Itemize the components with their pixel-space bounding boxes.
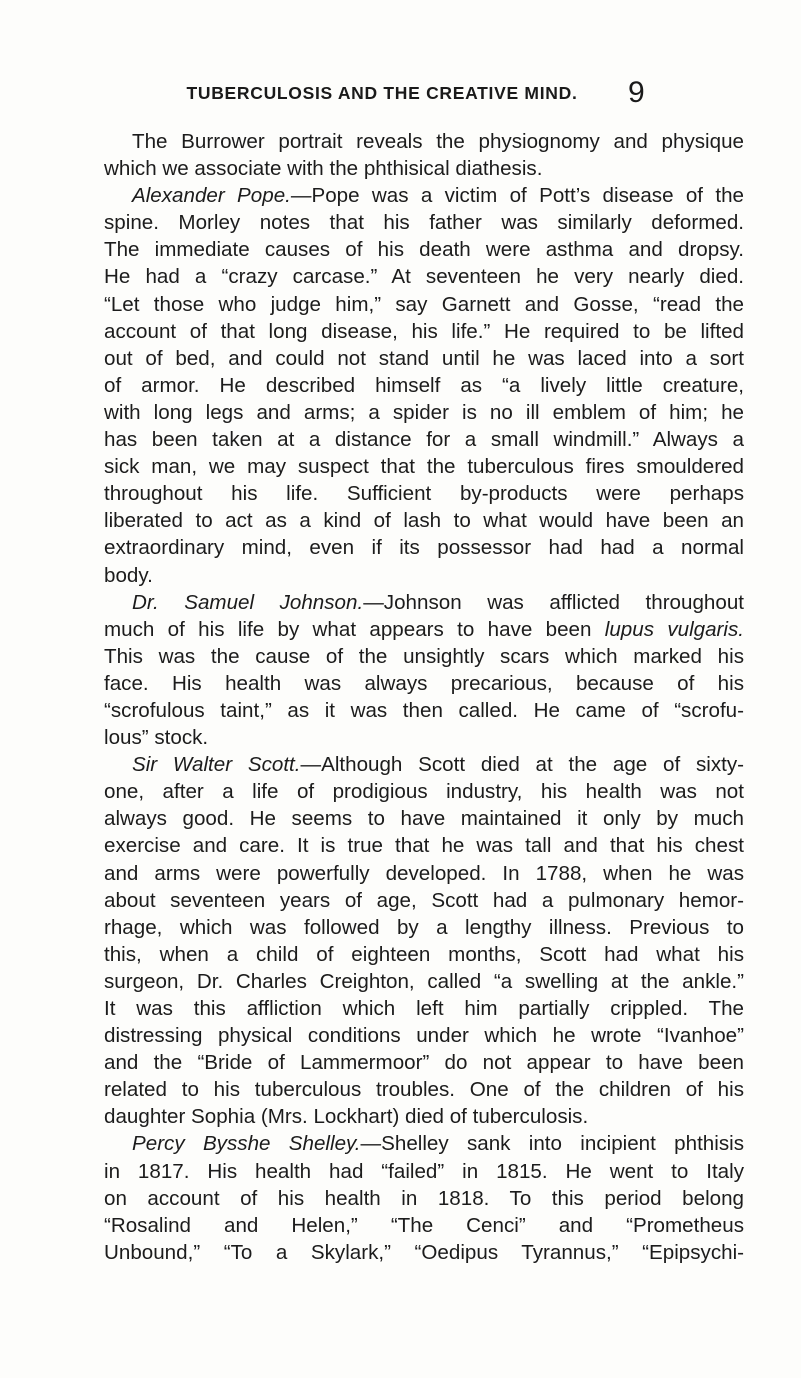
text-line [104, 832, 744, 859]
line-text: distressing physical conditions under which he wrote “Ivanhoe” [104, 1024, 744, 1048]
text-line [104, 1076, 744, 1103]
line-text: on account of his health in 1818. To this period belong [104, 1186, 744, 1210]
text-line [104, 589, 744, 616]
text-line [104, 209, 744, 236]
line-text: always good. He seems to have maintained it only by much [104, 807, 744, 831]
line-text: out of bed, and could not stand until he was laced into a sort [104, 346, 744, 370]
text-line [104, 887, 744, 914]
text-line [104, 562, 744, 589]
section-lead-name: Percy Bysshe Shelley. [132, 1132, 361, 1156]
line-text: and the “Bride of Lammermoor” do not appear to have been [104, 1051, 744, 1075]
text-line [104, 426, 744, 453]
text-line [104, 453, 744, 480]
section-lead-name: Sir Walter Scott. [132, 753, 301, 777]
line-text: extraordinary mind, even if its possessor had had a normal [104, 536, 744, 560]
line-text: —Johnson was afflicted throughout [363, 590, 744, 614]
line-text: sick man, we may suspect that the tuberculous fires smouldered [104, 455, 744, 479]
text-line [104, 318, 744, 345]
line-text: —Shelley sank into incipient phthisis [360, 1132, 744, 1156]
line-text: It was this affliction which left him partially crippled. The [104, 997, 744, 1020]
line-text: lous” stock. [104, 726, 209, 750]
text-line [104, 860, 744, 887]
text-line [104, 480, 744, 507]
line-text: and arms were powerfully developed. In 1788, when he was [104, 861, 744, 885]
line-text: rhage, which was followed by a lengthy illness. Previous to [104, 915, 744, 939]
text-line [104, 643, 744, 670]
text-line [104, 1103, 744, 1130]
line-text: account of that long disease, his life.” He required to be lifted [104, 319, 744, 343]
text-line [104, 263, 744, 290]
text-line [104, 128, 744, 155]
text-line [104, 941, 744, 968]
line-text: spine. Morley notes that his father was similarly deformed. [104, 211, 744, 235]
line-text: The Burrower portrait reveals the physiognomy and physique [132, 130, 744, 153]
text-line [104, 236, 744, 263]
line-text: He had a “crazy carcase.” At seventeen he very nearly died. [104, 265, 744, 289]
text-line [104, 291, 744, 318]
line-text: body. [104, 563, 153, 587]
section-lead-name: Alexander Pope. [132, 184, 291, 208]
line-text: “scrofulous taint,” as it was then called. He came of “scrofu- [104, 698, 744, 722]
line-text: this, when a child of eighteen months, Scott had what his [104, 942, 744, 966]
section-lead-name: Dr. Samuel Johnson. [132, 590, 364, 614]
line-text: related to his tuberculous troubles. One of the children of his [104, 1078, 744, 1102]
line-text: —Although Scott died at the age of sixty- [300, 753, 744, 777]
line-text: in 1817. His health had “failed” in 1815. He went to Italy [104, 1159, 744, 1183]
body-text [104, 128, 744, 1266]
line-text: Unbound,” “To a Skylark,” “Oedipus Tyrannus,” “Epipsychi- [104, 1240, 744, 1264]
text-line [104, 155, 744, 182]
line-text: which we associate with the phthisical diathesis. [104, 157, 543, 181]
line-text: daughter Sophia (Mrs. Lockhart) died of tuberculosis. [104, 1105, 589, 1129]
text-line [104, 399, 744, 426]
text-line [104, 534, 744, 561]
line-text: face. His health was always precarious, because of his [104, 671, 744, 695]
text-line [104, 372, 744, 399]
line-text: “Let those who judge him,” say Garnett and Gosse, “read the [104, 292, 744, 316]
text-line [104, 1130, 744, 1157]
text-line [104, 1239, 744, 1266]
line-text: about seventeen years of age, Scott had a pulmonary hemor- [104, 888, 744, 912]
text-line [104, 724, 744, 751]
text-line [104, 670, 744, 697]
line-text: The immediate causes of his death were asthma and dropsy. [104, 238, 744, 262]
text-line [104, 778, 744, 805]
line-text: has been taken at a distance for a small windmill.” Always a [104, 428, 744, 452]
italic-term: lupus vulgaris. [604, 617, 745, 641]
line-text: liberated to act as a kind of lash to what would have been an [104, 509, 744, 533]
line-text: with long legs and arms; a spider is no ill emblem of him; he [104, 400, 744, 424]
text-line [104, 507, 744, 534]
text-line [104, 345, 744, 372]
running-header [104, 83, 660, 104]
page-number: 9 [628, 76, 645, 109]
text-line [104, 968, 744, 995]
text-line [104, 995, 744, 1022]
line-text: much of his life by what appears to have been [104, 617, 605, 641]
line-text: throughout his life. Sufficient by-products were perhaps [104, 482, 744, 506]
line-text: one, after a life of prodigious industry, his health was not [104, 780, 744, 804]
text-line [104, 805, 744, 832]
text-line [104, 751, 744, 778]
text-line [104, 1022, 744, 1049]
line-text: This was the cause of the unsightly scars which marked his [104, 644, 744, 668]
text-line [104, 1158, 744, 1185]
line-text: surgeon, Dr. Charles Creighton, called “a swelling at the ankle.” [104, 969, 744, 993]
text-line [104, 1212, 744, 1239]
line-text: —Pope was a victim of Pott’s disease of the [290, 184, 744, 208]
text-line [104, 182, 744, 209]
text-line [104, 616, 744, 643]
text-line [104, 697, 744, 724]
text-line [104, 1185, 744, 1212]
running-title: TUBERCULOSIS AND THE CREATIVE MIND. [186, 83, 578, 103]
text-line [104, 1049, 744, 1076]
text-line [104, 914, 744, 941]
line-text: of armor. He described himself as “a lively little creature, [104, 373, 744, 397]
line-text: “Rosalind and Helen,” “The Cenci” and “Prometheus [104, 1213, 744, 1237]
line-text: exercise and care. It is true that he was tall and that his chest [104, 834, 744, 858]
